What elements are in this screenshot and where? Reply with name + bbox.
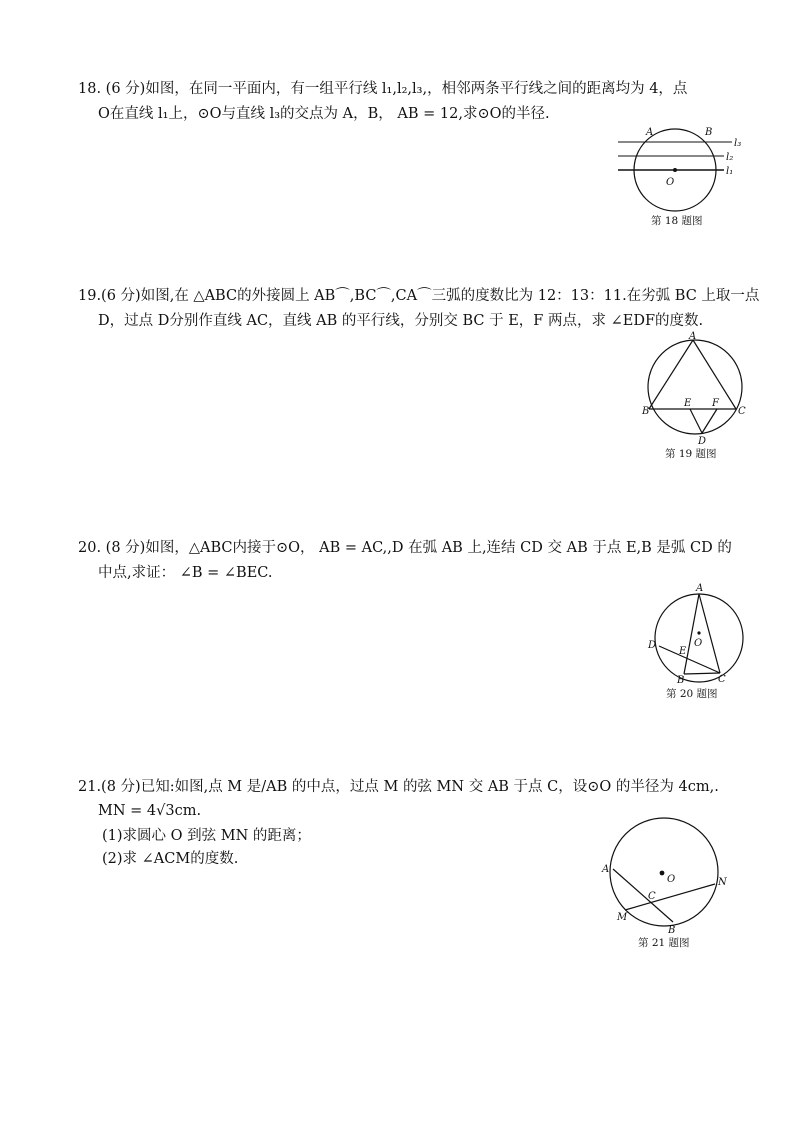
q21-caption: 第 21 题图 bbox=[638, 937, 690, 949]
q20-label-O: O bbox=[694, 638, 703, 649]
q20-figure bbox=[642, 582, 752, 702]
q19-line1: 19.(6 分)如图,在 △ABC的外接圆上 AB⌒,BC⌒,CA⌒三弧的度数比为 12：13：11.在劣弧 BC 上取一点 bbox=[78, 288, 760, 304]
q19-label-A: A bbox=[689, 331, 697, 342]
q20-segment-AB bbox=[684, 594, 699, 674]
q19-label-F: F bbox=[712, 398, 719, 409]
q20-label-B: B bbox=[677, 675, 685, 686]
q19-figure bbox=[638, 330, 758, 465]
q20-segment-BC bbox=[684, 673, 720, 674]
q21-label-C: C bbox=[648, 891, 656, 902]
q21-chord-MN bbox=[625, 884, 715, 910]
q19-label-C: C bbox=[738, 406, 746, 417]
q18-figure bbox=[610, 122, 760, 232]
q19-label-D: D bbox=[698, 436, 707, 447]
q19-caption: 第 19 题图 bbox=[665, 448, 717, 460]
q19-label-B: B bbox=[642, 406, 650, 417]
q19-segment-DE bbox=[690, 409, 702, 433]
q21-center-dot bbox=[660, 871, 665, 876]
q21-label-M: M bbox=[617, 912, 628, 923]
q18-label-B: B bbox=[705, 127, 713, 138]
q20-line2: 中点,求证： ∠B = ∠BEC. bbox=[98, 565, 273, 581]
q18-center-dot bbox=[673, 168, 677, 172]
q18-label-A: A bbox=[646, 127, 654, 138]
q18-line1: 18. (6 分)如图，在同一平面内，有一组平行线 l₁,l₂,l₃,，相邻两条平行线之间的距离均为 4，点 bbox=[78, 81, 688, 97]
q19-line2: D，过点 D分别作直线 AC，直线 AB 的平行线，分别交 BC 于 E，F 两点，求 ∠EDF的度数. bbox=[98, 313, 704, 329]
q18-label-O: O bbox=[666, 177, 675, 188]
q20-caption: 第 20 题图 bbox=[666, 688, 718, 700]
q21-line2: MN = 4√3cm. bbox=[98, 803, 202, 819]
q21-label-A: A bbox=[602, 864, 610, 875]
q20-label-A: A bbox=[696, 583, 704, 594]
q18-caption: 第 18 题图 bbox=[651, 215, 703, 227]
q18-label-l2: l₂ bbox=[726, 152, 734, 163]
q21-sub2: (2)求 ∠ACM的度数. bbox=[102, 851, 239, 867]
q21-figure bbox=[598, 812, 738, 954]
q19-label-E: E bbox=[684, 398, 692, 409]
q21-line1: 21.(8 分)已知:如图,点 M 是/AB 的中点，过点 M 的弦 MN 交 AB 于点 C，设⊙O 的半径为 4cm,. bbox=[78, 779, 719, 795]
q20-line1: 20. (8 分)如图，△ABC内接于⊙O， AB = AC,,D 在弧 AB 上,连结 CD 交 AB 于点 E,B 是弧 CD 的 bbox=[78, 540, 732, 556]
q18-line2: O在直线 l₁上，⊙O与直线 l₃的交点为 A，B， AB = 12,求⊙O的半径. bbox=[98, 106, 550, 122]
q18-label-l1: l₁ bbox=[726, 166, 734, 177]
q20-segment-AC bbox=[699, 594, 720, 673]
q21-label-O: O bbox=[667, 874, 676, 885]
q21-label-B: B bbox=[668, 925, 676, 936]
q20-label-C: C bbox=[718, 674, 726, 685]
q20-label-D: D bbox=[648, 640, 657, 651]
q18-label-l3: l₃ bbox=[734, 138, 742, 149]
q20-label-E: E bbox=[679, 646, 687, 657]
q20-center-dot bbox=[697, 631, 700, 634]
q21-label-N: N bbox=[718, 877, 727, 888]
q21-sub1: (1)求圆心 O 到弦 MN 的距离； bbox=[102, 828, 311, 844]
